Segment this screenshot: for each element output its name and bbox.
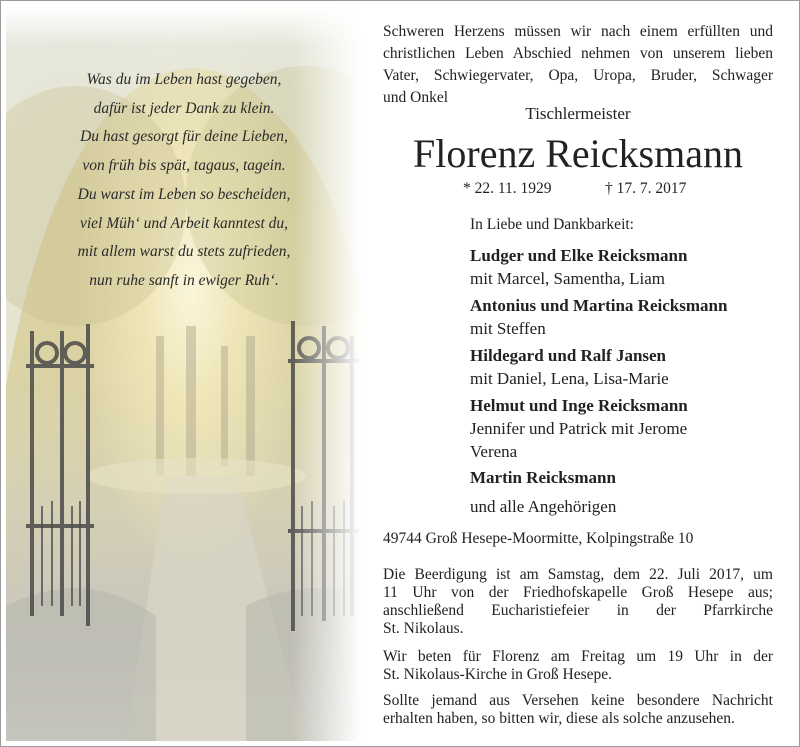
poem [6, 66, 362, 296]
poem-line: viel Müh‘ und Arbeit kanntest du, [79, 214, 289, 232]
family-group [470, 466, 790, 489]
family-group [470, 244, 790, 290]
family-group [470, 344, 790, 390]
intro-line: Vater, Schwiegervater, Opa, Uropa, Bruder, Schwager [383, 67, 773, 84]
poem-line: dafür ist jeder Dank zu klein. [93, 99, 275, 117]
family-head: Ludger und Elke Reicksmann [470, 246, 688, 265]
family-head: Antonius und Martina Reicksmann [470, 296, 728, 315]
poem-line: nun ruhe sanft in ewiger Ruh‘. [89, 271, 279, 289]
poem-line: Was du im Leben hast gegeben, [86, 71, 282, 88]
family-members: Jennifer und Patrick mit Jerome [470, 419, 688, 438]
intro-line: und Onkel [383, 89, 449, 106]
funeral-info [383, 566, 773, 638]
funeral-line: St. Nikolaus. [383, 620, 464, 637]
profession: Tischlermeister [525, 104, 631, 123]
birth-date: * 22. 11. 1929 [463, 180, 552, 197]
family-head: Martin Reicksmann [470, 468, 616, 487]
family-group [470, 394, 790, 463]
family-head: Hildegard und Ralf Jansen [470, 346, 667, 365]
notice-line: erhalten haben, so bitten wir, diese als solche anzusehen. [383, 710, 735, 727]
deceased-name: Florenz Reicksmann [413, 131, 743, 176]
prayer-info [383, 648, 773, 684]
family-group [470, 294, 790, 340]
relatives-line: und alle Angehörigen [470, 497, 617, 516]
family-members: mit Steffen [470, 319, 546, 338]
death-date: † 17. 7. 2017 [605, 180, 687, 197]
family-members: mit Marcel, Samentha, Liam [470, 269, 665, 288]
family-head: Helmut und Inge Reicksmann [470, 396, 688, 415]
prayer-line: St. Nikolaus-Kirche in Groß Hesepe. [383, 666, 613, 683]
notice-line: Sollte jemand aus Versehen keine besondere Nachricht [383, 692, 773, 709]
garden-gate-image [6, 6, 362, 741]
intro-text [383, 21, 773, 109]
thanks-line: In Liebe und Dankbarkeit: [470, 216, 634, 233]
intro-line: Schweren Herzens müssen wir nach einem erfüllten und [383, 23, 773, 40]
funeral-line: 11 Uhr von der Friedhofskapelle Groß Hesepe aus; [383, 584, 773, 601]
prayer-line: Wir beten für Florenz am Freitag um 19 Uhr in der [383, 648, 773, 665]
poem-line: Du hast gesorgt für deine Lieben, [80, 128, 288, 146]
address: 49744 Groß Hesepe-Moormitte, Kolpingstraße 10 [383, 530, 694, 547]
family-members: mit Daniel, Lena, Lisa-Marie [470, 369, 669, 388]
intro-line: christlichen Leben Abschied nehmen von unserem lieben [383, 45, 773, 62]
funeral-line: anschließend Eucharistiefeier in der Pfarrkirche [383, 602, 773, 619]
family-members: Verena [470, 442, 518, 461]
notice-info [383, 692, 773, 728]
funeral-line: Die Beerdigung ist am Samstag, dem 22. Juli 2017, um [383, 566, 773, 583]
poem-line: Du warst im Leben so bescheiden, [77, 185, 291, 203]
poem-line: mit allem warst du stets zufrieden, [77, 243, 291, 261]
poem-line: von früh bis spät, tagaus, tagein. [82, 157, 286, 175]
